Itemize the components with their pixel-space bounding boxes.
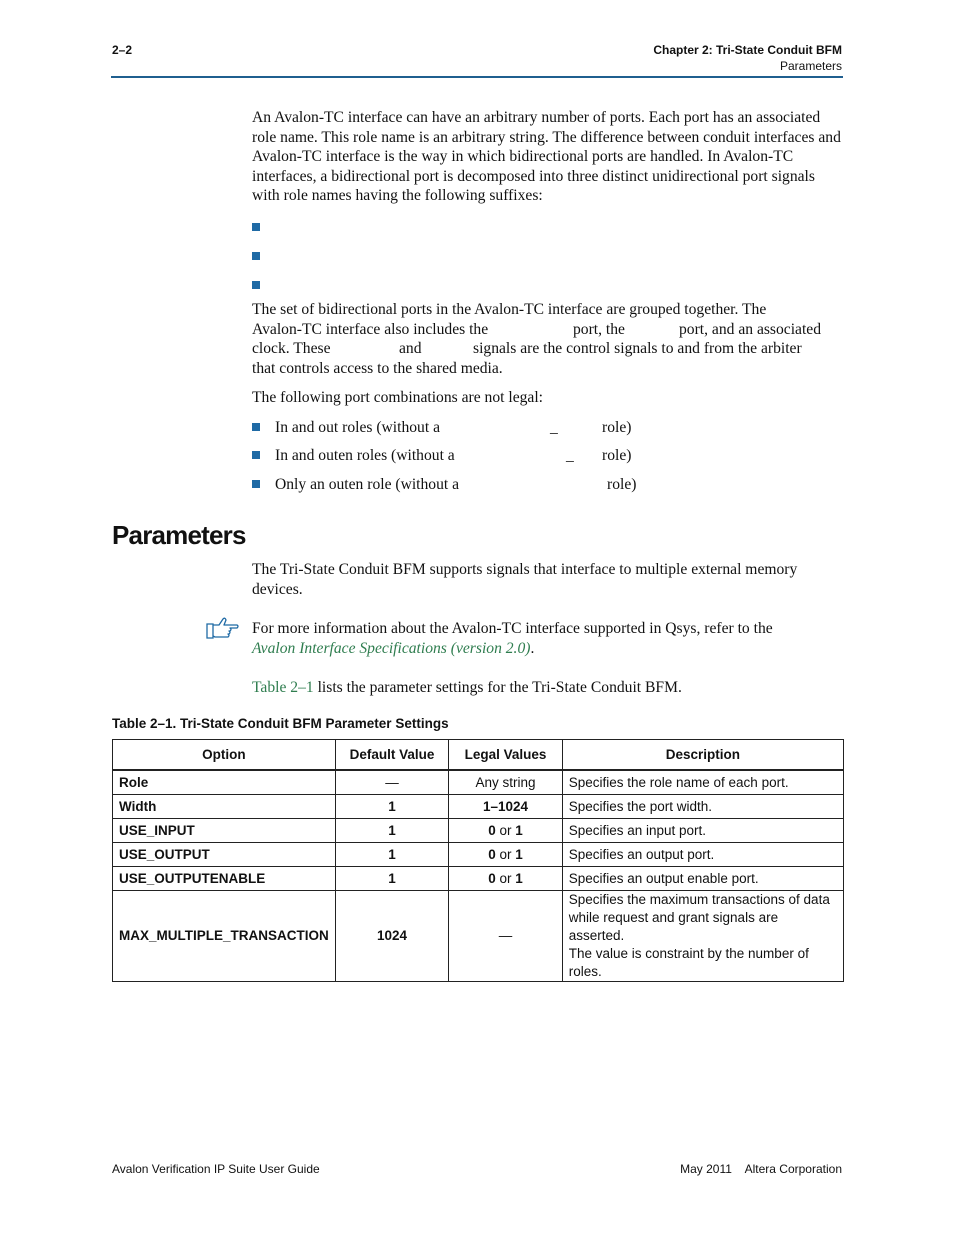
note-text: For more information about the Avalon-TC interface supported in Qsys, refer to the — [252, 620, 773, 637]
grouping-line-3a: clock. These — [252, 340, 331, 357]
grouping-line-4: that controls access to the shared media. — [252, 360, 503, 377]
legal-value-a: 0 — [488, 823, 496, 838]
bullet-square-icon — [252, 252, 260, 260]
table-reference-text: lists the parameter settings for the Tri-State Conduit BFM. — [313, 679, 682, 696]
description-line: Specifies the maximum transactions of data — [568, 892, 830, 907]
legal-bullet-text: In and out roles (without a — [275, 419, 440, 436]
description-cell: Specifies an output port. — [562, 843, 843, 867]
legal-cell: 1–1024 — [449, 795, 562, 819]
grouping-line-2b: port, the — [573, 321, 625, 338]
option-cell: USE_OUTPUT — [113, 843, 336, 867]
legal-bullet-sep: _ — [550, 419, 558, 436]
note-suffix: . — [530, 639, 535, 657]
default-cell: 1 — [335, 795, 449, 819]
default-cell: — — [335, 770, 449, 795]
legal-cell: Any string — [449, 770, 562, 795]
legal-value-b: 1 — [515, 871, 523, 886]
description-cell: Specifies the port width. — [562, 795, 843, 819]
legal-bullet-text: Only an outen role (without a — [275, 476, 460, 493]
legal-bullet-tail: role) — [602, 447, 632, 464]
running-header-chapter: Chapter 2: Tri-State Conduit BFM — [653, 43, 842, 57]
table-reference-link[interactable]: Table 2–1 — [252, 679, 314, 696]
option-cell: MAX_MULTIPLE_TRANSACTION — [113, 891, 336, 982]
bullet-square-icon — [252, 423, 260, 431]
legal-cell — [449, 819, 562, 843]
option-cell: USE_INPUT — [113, 819, 336, 843]
table-header-row — [113, 740, 844, 771]
legal-or: or — [495, 823, 516, 838]
parameters-description: The Tri-State Conduit BFM supports signals that interface to multiple external memory devices. — [252, 561, 798, 598]
avalon-spec-link[interactable]: Avalon Interface Specifications (version 2.0) — [252, 639, 531, 657]
legal-value-a: 0 — [488, 847, 496, 862]
option-cell: Width — [113, 795, 336, 819]
table-row — [113, 867, 844, 891]
description-cell — [562, 891, 843, 982]
default-cell: 1 — [335, 867, 449, 891]
grouping-line-2c: port, and an associated — [679, 321, 822, 338]
table-row — [113, 770, 844, 795]
bullet-square-icon — [252, 480, 260, 488]
section-heading: Parameters — [112, 520, 246, 550]
table-caption: Table 2–1. Tri-State Conduit BFM Parameter Settings — [112, 716, 449, 731]
grouping-line-1: The set of bidirectional ports in the Avalon-TC interface are grouped together. The — [252, 301, 767, 318]
description-line: while request and grant signals are asserted. — [568, 910, 779, 943]
table-row — [113, 819, 844, 843]
column-header-description: Description — [562, 740, 843, 771]
option-cell: Role — [113, 770, 336, 795]
bullet-square-icon — [252, 451, 260, 459]
legal-cell — [449, 843, 562, 867]
note-paragraph — [252, 619, 844, 658]
legal-bullet-text: In and outen roles (without a — [275, 447, 455, 464]
default-cell: 1 — [335, 819, 449, 843]
grouping-line-3c: signals are the control signals to and from the arbiter — [473, 340, 802, 357]
intro-paragraph: An Avalon-TC interface can have an arbitrary number of ports. Each port has an associated role name. This role name is an arbitrary string. The difference between conduit interfaces and Avalon-TC interface is the way in which bidirectional ports are handled. In Avalon-TC interfaces, a bidirectional port is decomposed into three distinct unidirectional port signals with role names having the following suffixes: — [252, 109, 841, 204]
column-header-option: Option — [113, 740, 336, 771]
grouping-line-3b: and — [399, 340, 422, 357]
table-row — [113, 795, 844, 819]
legal-intro: The following port combinations are not legal: — [252, 389, 544, 406]
table-reference-paragraph — [252, 678, 844, 698]
legal-value-a: 0 — [488, 871, 496, 886]
description-cell: Specifies an input port. — [562, 819, 843, 843]
description-line: The value is constraint by the number of roles. — [568, 946, 809, 979]
legal-or: or — [495, 847, 516, 862]
legal-bullet-sep: _ — [566, 447, 574, 464]
parameter-settings-table — [112, 739, 844, 982]
default-cell: 1024 — [335, 891, 449, 982]
legal-or: or — [495, 871, 516, 886]
description-cell: Specifies an output enable port. — [562, 867, 843, 891]
description-cell: Specifies the role name of each port. — [562, 770, 843, 795]
legal-value-b: 1 — [515, 823, 523, 838]
table-row — [113, 843, 844, 867]
legal-bullet-tail: role) — [602, 419, 632, 436]
legal-value-b: 1 — [515, 847, 523, 862]
header-rule — [111, 76, 843, 78]
bullet-square-icon — [252, 281, 260, 289]
legal-bullet-tail: role) — [607, 476, 637, 493]
default-cell: 1 — [335, 843, 449, 867]
legal-cell — [449, 867, 562, 891]
pointing-hand-note-icon — [205, 616, 239, 640]
page-number: 2–2 — [112, 43, 133, 57]
column-header-legal: Legal Values — [449, 740, 562, 771]
running-header-section: Parameters — [779, 59, 842, 73]
legal-cell: — — [449, 891, 562, 982]
grouping-line-2a: Avalon-TC interface also includes the — [252, 321, 489, 338]
table-row — [113, 891, 844, 982]
footer-book-title: Avalon Verification IP Suite User Guide — [112, 1162, 320, 1176]
footer-date-company: May 2011 Altera Corporation — [680, 1162, 842, 1176]
column-header-default: Default Value — [335, 740, 449, 771]
bullet-square-icon — [252, 223, 260, 231]
option-cell: USE_OUTPUTENABLE — [113, 867, 336, 891]
